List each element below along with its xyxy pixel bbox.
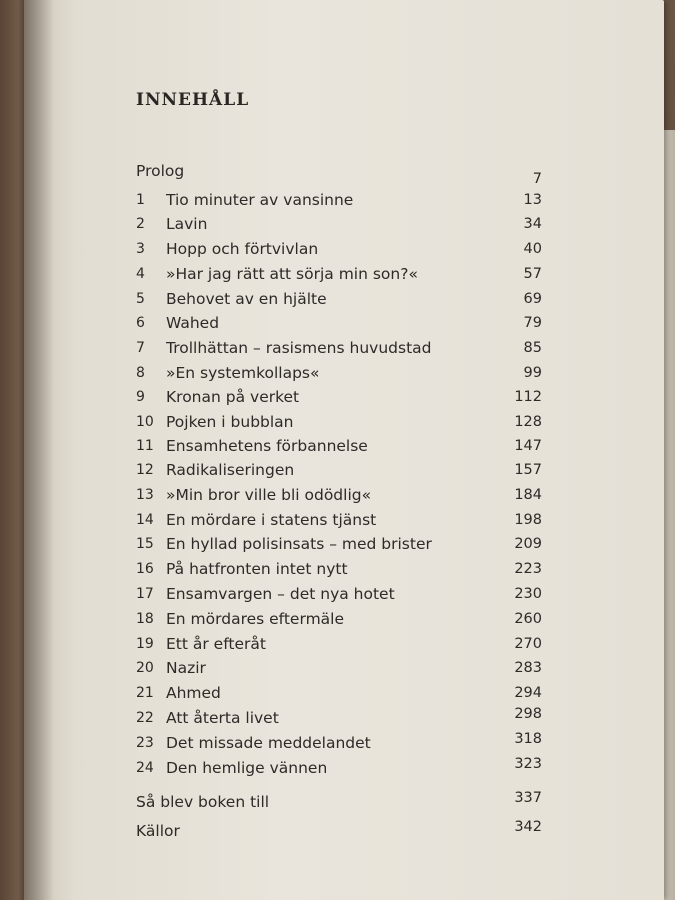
- chapter-title: »En systemkollaps«: [166, 364, 320, 382]
- chapter-number: 22: [136, 710, 154, 726]
- chapter-number: 24: [136, 760, 154, 776]
- chapter-title: Hopp och förtvivlan: [166, 240, 319, 258]
- chapter-number: 8: [136, 365, 145, 381]
- chapter-title: Ahmed: [166, 684, 221, 702]
- chapter-title: En mördares eftermäle: [166, 610, 345, 628]
- chapter-number: 20: [136, 660, 154, 676]
- page-number: 69: [523, 291, 542, 307]
- chapter-number: 9: [136, 389, 145, 405]
- chapter-number: 11: [136, 438, 154, 454]
- page-number: 13: [523, 192, 542, 208]
- page-number: 34: [523, 216, 542, 232]
- page-number: 157: [514, 462, 542, 478]
- chapter-title: Tio minuter av vansinne: [166, 191, 354, 209]
- chapter-title: Radikaliseringen: [166, 461, 295, 479]
- chapter-number: 10: [136, 414, 154, 430]
- chapter-title: Den hemlige vännen: [166, 759, 328, 777]
- page-number: 198: [514, 512, 542, 528]
- toc-entry: [0, 211, 675, 237]
- chapter-number: 18: [136, 611, 154, 627]
- chapter-title: Kronan på verket: [166, 388, 300, 406]
- page-number: 323: [514, 756, 542, 772]
- chapter-title: På hatfronten intet nytt: [166, 560, 348, 578]
- page-number: 128: [514, 414, 542, 430]
- toc-entry: [0, 158, 675, 187]
- page-number: 337: [514, 790, 542, 806]
- toc-entry: [0, 187, 675, 213]
- toc-entry: [0, 286, 675, 312]
- toc-entry: [0, 556, 675, 582]
- page-number: 209: [514, 536, 542, 552]
- toc-entry: [0, 606, 675, 632]
- chapter-number: 6: [136, 315, 145, 331]
- chapter-title: Källor: [136, 822, 180, 840]
- page-number: 318: [514, 731, 542, 747]
- chapter-number: 19: [136, 636, 154, 652]
- chapter-title: Ensamhetens förbannelse: [166, 437, 368, 455]
- chapter-number: 16: [136, 561, 154, 577]
- page-number: 79: [523, 315, 542, 331]
- toc-entry: [0, 507, 675, 533]
- chapter-title: En mördare i statens tjänst: [166, 511, 377, 529]
- page-number: 147: [514, 438, 542, 454]
- toc-entry: [0, 531, 675, 557]
- toc-entry: [0, 310, 675, 336]
- page-number: 342: [514, 819, 542, 835]
- toc-entry: [0, 360, 675, 386]
- page-number: 298: [514, 706, 542, 722]
- page-number: 230: [514, 586, 542, 602]
- toc-entry: [0, 631, 675, 657]
- chapter-number: 17: [136, 586, 154, 602]
- toc-entry: [0, 730, 675, 756]
- chapter-number: 2: [136, 216, 145, 232]
- page-number: 283: [514, 660, 542, 676]
- chapter-title: Ett år efteråt: [166, 635, 266, 653]
- chapter-number: 1: [136, 192, 145, 208]
- toc-entry: [0, 433, 675, 459]
- chapter-number: 5: [136, 291, 145, 307]
- chapter-number: 13: [136, 487, 154, 503]
- toc-heading: INNEHÅLL: [136, 90, 250, 110]
- chapter-title: Så blev boken till: [136, 793, 270, 811]
- page-number: 184: [514, 487, 542, 503]
- toc-entry: [0, 818, 675, 844]
- toc-entry: [0, 335, 675, 361]
- chapter-title: Trollhättan – rasismens huvudstad: [166, 339, 432, 357]
- page-number: 99: [523, 365, 542, 381]
- toc-entry: [0, 236, 675, 262]
- chapter-title: Behovet av en hjälte: [166, 290, 327, 308]
- toc-entry: [0, 680, 675, 706]
- chapter-number: 15: [136, 536, 154, 552]
- chapter-title: »Min bror ville bli odödlig«: [166, 486, 372, 504]
- chapter-number: 7: [136, 340, 145, 356]
- toc-entry: [0, 482, 675, 508]
- chapter-title: Wahed: [166, 314, 220, 332]
- page-number: 294: [514, 685, 542, 701]
- toc-entry: [0, 409, 675, 435]
- chapter-title: Prolog: [136, 162, 185, 180]
- chapter-title: Pojken i bubblan: [166, 413, 294, 431]
- chapter-number: 14: [136, 512, 154, 528]
- page-number: 7: [532, 171, 542, 187]
- chapter-title: Ensamvargen – det nya hotet: [166, 585, 395, 603]
- chapter-number: 4: [136, 266, 145, 282]
- page-number: 40: [523, 241, 542, 257]
- chapter-title: »Har jag rätt att sörja min son?«: [166, 265, 418, 283]
- toc-entry: [0, 581, 675, 607]
- page-number: 112: [514, 389, 542, 405]
- page-number: 57: [523, 266, 542, 282]
- chapter-number: 21: [136, 685, 154, 701]
- toc-entry: [0, 457, 675, 483]
- page-number: 85: [523, 340, 542, 356]
- toc-entry: [0, 789, 675, 815]
- toc-entry: [0, 384, 675, 410]
- page-number: 270: [514, 636, 542, 652]
- chapter-title: Nazir: [166, 659, 206, 677]
- page-number: 260: [514, 611, 542, 627]
- chapter-title: Att återta livet: [166, 709, 279, 727]
- chapter-title: Lavin: [166, 215, 208, 233]
- toc-entry: [0, 261, 675, 287]
- chapter-number: 3: [136, 241, 145, 257]
- chapter-title: Det missade meddelandet: [166, 734, 371, 752]
- chapter-title: En hyllad polisinsats – med brister: [166, 535, 432, 553]
- chapter-number: 12: [136, 462, 154, 478]
- page-number: 223: [514, 561, 542, 577]
- chapter-number: 23: [136, 735, 154, 751]
- toc-entry: [0, 705, 675, 731]
- toc-entry: [0, 655, 675, 681]
- toc-entry: [0, 755, 675, 781]
